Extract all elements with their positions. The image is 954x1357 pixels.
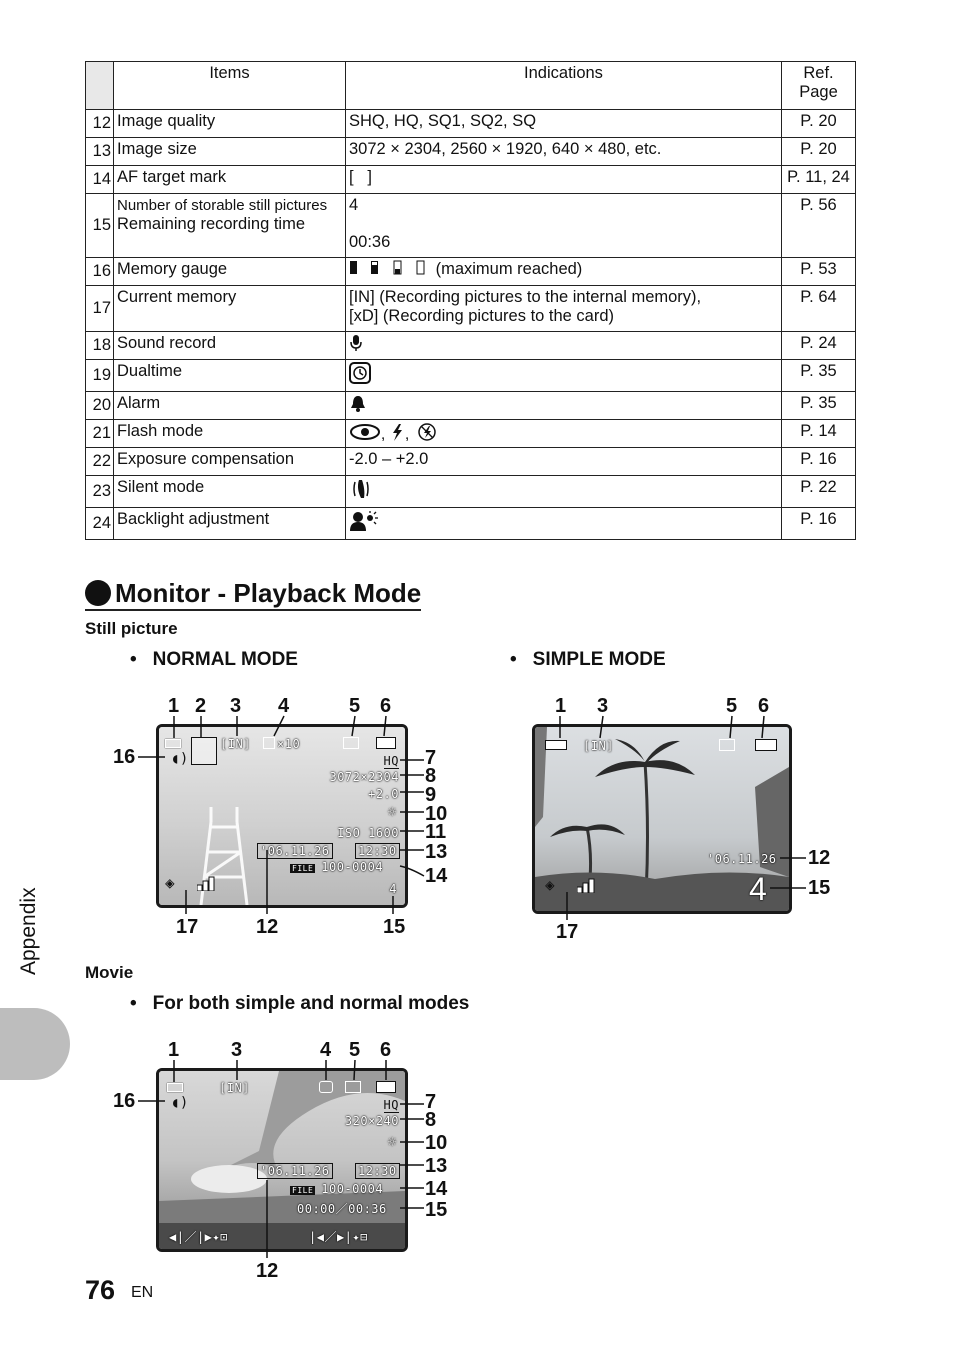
time-indicator: 12:30 xyxy=(355,1163,400,1179)
print-reservation: ×10 xyxy=(263,737,300,751)
header-ref: Ref. Page xyxy=(782,62,856,110)
table-row: 24 Backlight adjustment P. 16 xyxy=(86,508,856,540)
table-row: 20 Alarm P. 35 xyxy=(86,392,856,420)
header-items: Items xyxy=(114,62,346,110)
file-number: FILE 100-0004 xyxy=(292,860,384,874)
current-memory-indicator: [IN] xyxy=(220,737,251,751)
simple-mode-heading: • SIMPLE MODE xyxy=(510,649,666,670)
normal-mode-heading: • NORMAL MODE xyxy=(130,649,298,670)
date-indicator: '06.11.26 xyxy=(707,852,777,866)
silent-mode-icon: ◖) xyxy=(171,751,189,767)
size-indicator: 320×240 xyxy=(344,1114,399,1128)
table-row: 18 Sound record P. 24 xyxy=(86,332,856,360)
table-row: 13 Image size 3072 × 2304, 2560 × 1920, 640 × 480, etc. P. 20 xyxy=(86,138,856,166)
header-indications: Indications xyxy=(346,62,782,110)
svg-text:,: , xyxy=(381,426,386,442)
side-tab-label: Appendix xyxy=(17,887,40,975)
current-memory-indicator: [IN] xyxy=(583,739,614,753)
current-memory-indicator: [IN] xyxy=(219,1081,250,1095)
section-title: Monitor - Playback Mode xyxy=(85,577,421,611)
count-indicator: 4 xyxy=(749,871,768,907)
table-row: 17 Current memory [IN] (Recording pictures to the internal memory), [xD] (Recording pictures to the card) P. 64 xyxy=(86,286,856,332)
table-row: 22 Exposure compensation -2.0 – +2.0 P. 16 xyxy=(86,448,856,476)
dualtime-icon: ◈ xyxy=(165,873,176,892)
white-balance-icon: ☼ xyxy=(387,1133,397,1151)
page-number: 76 xyxy=(85,1275,116,1305)
table-row: 14 AF target mark [ ] P. 11, 24 xyxy=(86,166,856,194)
silent-mode-icon: ◖) xyxy=(171,1095,189,1111)
date-indicator: '06.11.26 xyxy=(257,843,333,859)
table-row: 19 Dualtime P. 35 xyxy=(86,360,856,392)
table-row: 16 Memory gauge (maximum reached) P. 53 xyxy=(86,258,856,286)
side-tab-marker xyxy=(0,1008,70,1080)
table-row: 21 Flash mode , , P. 14 xyxy=(86,420,856,448)
frame-step-controls: ◀|／|▶✦⊡ xyxy=(169,1230,228,1244)
language-code: EN xyxy=(131,1284,154,1301)
white-balance-icon: ☼ xyxy=(387,803,397,821)
iso-indicator: ISO 1600 xyxy=(337,826,399,840)
skip-controls: |◀／▶|✦⊟ xyxy=(309,1230,368,1244)
quality-indicator: HQ xyxy=(383,754,399,768)
dualtime-icon: ◈ xyxy=(545,875,556,894)
still-picture-label: Still picture xyxy=(85,619,178,638)
exposure-indicator: +2.0 xyxy=(368,787,399,801)
quality-indicator: HQ xyxy=(383,1098,399,1112)
time-indicator: 12:30 xyxy=(355,843,400,859)
both-modes-heading: • For both simple and normal modes xyxy=(130,993,470,1014)
movie-label: Movie xyxy=(85,963,134,982)
size-indicator: 3072×2304 xyxy=(329,770,399,784)
file-number: FILE 100-0004 xyxy=(292,1182,384,1196)
svg-text:,: , xyxy=(405,426,410,442)
count-indicator: 4 xyxy=(389,882,397,896)
table-row: 23 Silent mode P. 22 xyxy=(86,476,856,508)
date-indicator: '06.11.26 xyxy=(257,1163,333,1179)
table-row: 12 Image quality SHQ, HQ, SQ1, SQ2, SQ P. 20 xyxy=(86,110,856,138)
recording-time: 00:00／00:36 xyxy=(297,1202,387,1216)
table-row: 15 Number of storable still pictures Remaining recording time 4 00:36 P. 56 xyxy=(86,194,856,258)
